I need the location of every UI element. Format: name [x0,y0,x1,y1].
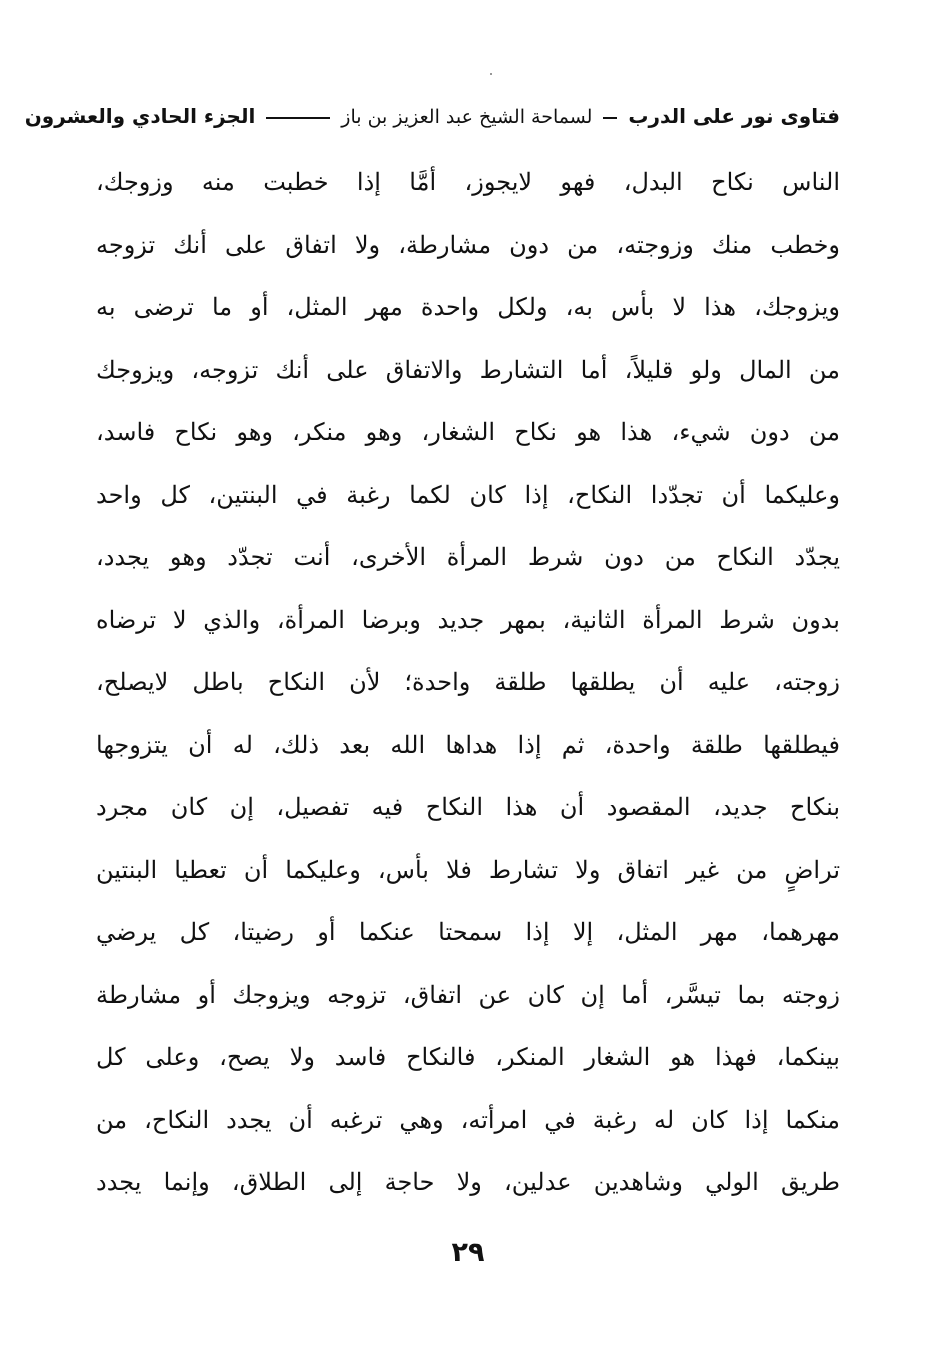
text-line: زوجته بما تيسَّر، أما إن كان عن اتفاق، تزوجه ويزوجك أو مشارطة [96,980,840,1009]
text-line: وخطب منك وزوجته، من دون مشارطة، ولا اتفاق على أنك تزوجه [96,230,840,259]
text-line: وعليكما أن تجدّدا النكاح، إذا كان لكما رغبة في البنتين، كل واحد [96,480,840,509]
text-line: من المال ولو قليلاً، أما التشارط والاتفاق على أنك تزوجه، ويزوجك [96,355,840,384]
text-line: الناس نكاح البدل، فهو لايجوز، أمَّا إذا خطبت منه وزوجك، [96,168,840,196]
text-line: من دون شيء، هذا هو نكاح الشغار، وهو منكر، وهو نكاح فاسد، [96,418,840,446]
text-line: بدون شرط المرأة الثانية، بمهر جديد وبرضا المرأة، والذي لا ترضاه [96,605,840,634]
running-header [24,98,840,134]
text-line: يجدّد النكاح من دون شرط المرأة الأخرى، أنت تجدّد وهو يجدد، [96,543,840,571]
page-number: ٢٩ [451,1237,485,1268]
text-line: زوجته، عليه أن يطلقها طلقة واحدة؛ لأن النكاح باطل لايصلح، [96,668,840,696]
text-line: تراضٍ من غير اتفاق ولا تشارط فلا بأس، وعليكما أن تعطيا البنتين [96,855,840,884]
header-separator [603,117,617,119]
text-line: بنكاح جديد، المقصود أن هذا النكاح فيه تفصيل، إن كان مجرد [96,793,840,821]
text-line: طريق الولي وشاهدين عدلين، ولا حاجة إلى الطلاق، وإنما يجدد [96,1168,840,1196]
body-text [96,157,840,1220]
header-author: لسماحة الشيخ عبد العزيز بن باز [341,106,593,128]
scan-speck [490,73,492,75]
header-volume: الجزء الحادي والعشرون [24,104,256,128]
text-line: ويزوجك، هذا لا بأس به، ولكل واحدة مهر المثل، أو ما ترضى به [96,293,840,321]
text-line: بينكما، فهذا هو الشغار المنكر، فالنكاح فاسد ولا يصح، وعلى كل [96,1043,840,1071]
header-separator-long [266,117,330,119]
header-book-title: فتاوى نور على الدرب [628,104,840,128]
text-line: مهرهما، مهر المثل، إلا إذا سمحتا عنكما أو رضيتا، كل يرضي [96,918,840,946]
text-line: فيطلقها طلقة واحدة، ثم إذا هداها الله بعد ذلك، له أن يتزوجها [96,730,840,759]
text-line: منكما إذا كان له رغبة في امرأته، وهي ترغبه أن يجدد النكاح، من [96,1105,840,1134]
